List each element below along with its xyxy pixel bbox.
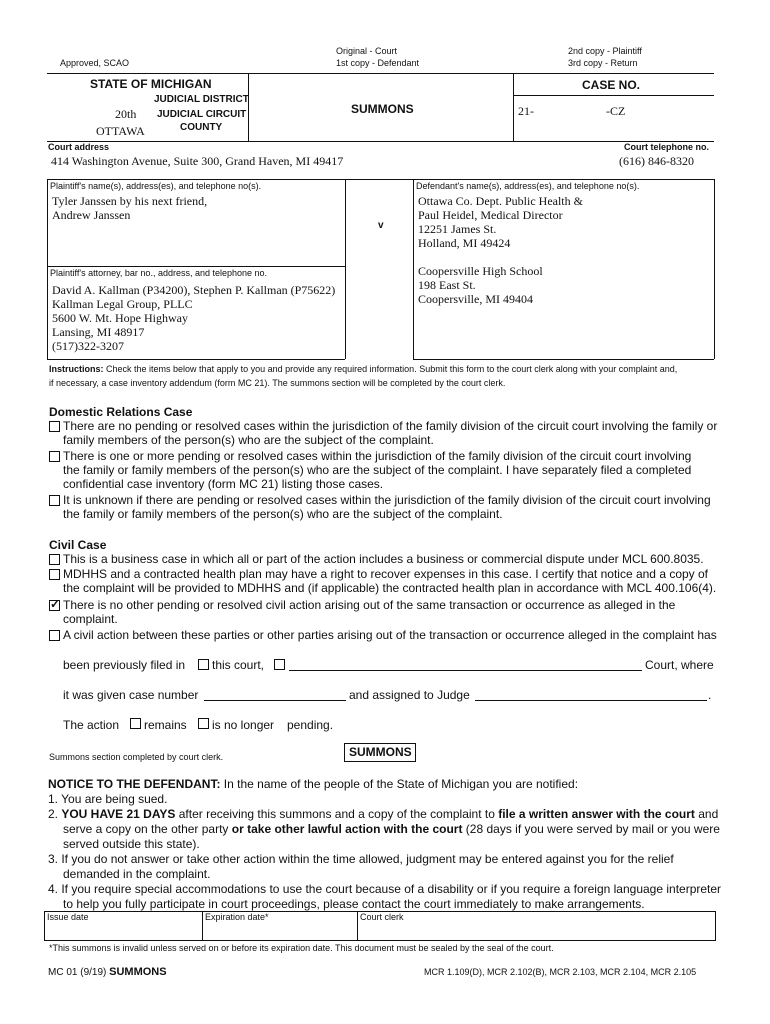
this-court-checkbox[interactable] bbox=[198, 659, 209, 670]
case-number-field[interactable] bbox=[204, 700, 346, 701]
footer-rules: MCR 1.109(D), MCR 2.102(B), MCR 2.103, MCR 2.104, MCR 2.105 bbox=[424, 967, 697, 977]
defendant-secondary: Coopersville High School 198 East St. Coopersville, MI 49404 bbox=[418, 264, 543, 306]
court-where-label: Court, where bbox=[645, 658, 714, 672]
summons-section-title: SUMMONS bbox=[349, 745, 412, 759]
case-no-label: CASE NO. bbox=[582, 78, 641, 92]
no-longer-label: is no longer bbox=[212, 718, 275, 732]
circuit-number: 20th bbox=[115, 107, 137, 121]
court-phone-label: Court telephone no. bbox=[624, 142, 709, 152]
copy-third: 3rd copy - Return bbox=[568, 58, 638, 68]
attorney-label: Plaintiff's attorney, bar no., address, and telephone no. bbox=[50, 268, 268, 278]
footnote: *This summons is invalid unless served on or before its expiration date. This document must be sealed by the seal of the court. bbox=[49, 943, 554, 953]
notice-item-2-line-3: served outside this state). bbox=[63, 837, 200, 851]
plaintiff-label: Plaintiff's name(s), address(es), and telephone no(s). bbox=[50, 181, 262, 191]
instructions-line-1: Instructions: Check the items below that apply to you and provide any required information. Submit this form to the court clerk along with your complaint and, bbox=[49, 364, 678, 374]
civil-item-1: This is a business case in which all or part of the action includes a business or commercial dispute under MCL 600.8035. bbox=[63, 552, 704, 566]
domestic-checkbox-2[interactable] bbox=[49, 451, 60, 462]
domestic-checkbox-1[interactable] bbox=[49, 421, 60, 432]
other-court-field[interactable] bbox=[289, 670, 642, 671]
judge-label: and assigned to Judge bbox=[349, 688, 470, 702]
form-title: SUMMONS bbox=[351, 102, 414, 116]
court-clerk-label: Court clerk bbox=[360, 912, 404, 922]
summons-clerk-note: Summons section completed by court clerk. bbox=[49, 752, 224, 762]
copy-original: Original - Court bbox=[336, 46, 398, 56]
civil-item-4: A civil action between these parties or other parties arising out of the transaction or occurrence alleged in the complaint has bbox=[63, 628, 717, 642]
notice-heading: NOTICE TO THE DEFENDANT: In the name of the people of the State of Michigan you are notified: bbox=[48, 777, 579, 791]
court-address: 414 Washington Avenue, Suite 300, Grand Haven, MI 49417 bbox=[51, 154, 344, 168]
attorney-info: David A. Kallman (P34200), Stephen P. Kallman (P75622) Kallman Legal Group, PLLC 5600 W. Mt. Hope Highway Lansing, MI 48917 (517)322-3207 bbox=[52, 283, 336, 353]
approved-label: Approved, SCAO bbox=[60, 58, 130, 68]
county-name: OTTAWA bbox=[96, 124, 145, 138]
court-address-label: Court address bbox=[48, 142, 110, 152]
judge-field[interactable] bbox=[475, 700, 707, 701]
civil-checkbox-3[interactable] bbox=[49, 600, 60, 611]
county-label: COUNTY bbox=[180, 122, 223, 133]
notice-item-3-line-2: demanded in the complaint. bbox=[63, 867, 211, 881]
judicial-district-label: JUDICIAL DISTRICT bbox=[154, 94, 249, 105]
civil-heading: Civil Case bbox=[49, 538, 107, 552]
instructions-line-2: if necessary, a case inventory addendum (form MC 21). The summons section will be completed by the court clerk. bbox=[49, 378, 506, 388]
state-label: STATE OF MICHIGAN bbox=[90, 77, 212, 91]
copy-second: 2nd copy - Plaintiff bbox=[568, 46, 642, 56]
pending-label: pending. bbox=[287, 718, 334, 732]
case-number-label: it was given case number bbox=[63, 688, 199, 702]
other-court-checkbox[interactable] bbox=[274, 659, 285, 670]
notice-item-4-line-2: to help you fully participate in court proceedings, please contact the court immediately to make arrangements. bbox=[63, 897, 645, 911]
notice-item-1: 1. You are being sued. bbox=[48, 792, 168, 806]
case-no-suffix: -CZ bbox=[606, 104, 626, 118]
filed-in-label: been previously filed in bbox=[63, 658, 186, 672]
domestic-item-3: It is unknown if there are pending or resolved cases within the jurisdiction of the family division of the circuit court involving the family or family members of the person(s) who are the subject of the complaint. bbox=[63, 493, 711, 521]
civil-item-2: MDHHS and a contracted health plan may have a right to recover expenses in this case. I certify that notice and a copy of the complaint will be provided to MDHHS and (if applicable) the contracted health plan in accordance with MCL 400.106(4). bbox=[63, 567, 717, 595]
issue-date-label: Issue date bbox=[47, 912, 89, 922]
notice-item-4-line-1: 4. If you require special accommodations to use the court because of a disability or if you require a foreign language interpreter bbox=[48, 882, 722, 896]
notice-item-2-line-2: serve a copy on the other party or take other lawful action with the court (28 days if you were served by mail or you were bbox=[63, 822, 720, 836]
notice-item-2-line-1: 2. YOU HAVE 21 DAYS after receiving this summons and a copy of the complaint to file a written answer with the court and bbox=[48, 807, 719, 821]
no-longer-checkbox[interactable] bbox=[198, 718, 209, 729]
domestic-checkbox-3[interactable] bbox=[49, 495, 60, 506]
plaintiff-name: Tyler Janssen by his next friend, Andrew Janssen bbox=[52, 194, 208, 222]
civil-checkbox-4[interactable] bbox=[49, 630, 60, 641]
domestic-heading: Domestic Relations Case bbox=[49, 405, 193, 419]
defendant-primary: Ottawa Co. Dept. Public Health & Paul Heidel, Medical Director 12251 James St. Holland, MI 49424 bbox=[418, 194, 583, 250]
copy-first: 1st copy - Defendant bbox=[336, 58, 420, 68]
versus-label: v bbox=[378, 220, 384, 231]
civil-item-3: There is no other pending or resolved civil action arising out of the same transaction or occurrence as alleged in the complaint. bbox=[63, 598, 676, 626]
domestic-item-2: There is one or more pending or resolved cases within the jurisdiction of the family division of the circuit court involving the family or family members of the person(s) who are the subject of the complaint. I have separately filed a completed confidential case inventory (form MC 21) listing those cases. bbox=[63, 449, 692, 491]
domestic-item-1: There are no pending or resolved cases within the jurisdiction of the family division of the circuit court involving the family or family members of the person(s) who are the subject of the complaint. bbox=[63, 419, 718, 447]
notice-item-3-line-1: 3. If you do not answer or take other action within the time allowed, judgment may be entered against you for the relief bbox=[48, 852, 674, 866]
case-no-prefix: 21- bbox=[518, 104, 534, 118]
expiration-date-label: Expiration date* bbox=[205, 912, 269, 922]
this-court-label: this court, bbox=[212, 658, 265, 672]
civil-checkbox-2[interactable] bbox=[49, 569, 60, 580]
action-label: The action bbox=[63, 718, 120, 732]
defendant-label: Defendant's name(s), address(es), and telephone no(s). bbox=[416, 181, 640, 191]
court-phone: (616) 846-8320 bbox=[619, 154, 694, 168]
remains-label: remains bbox=[144, 718, 187, 732]
civil-checkbox-1[interactable] bbox=[49, 554, 60, 565]
remains-checkbox[interactable] bbox=[130, 718, 141, 729]
footer-form-id: MC 01 (9/19) SUMMONS bbox=[48, 966, 167, 978]
judge-period: . bbox=[708, 688, 712, 702]
judicial-circuit-label: JUDICIAL CIRCUIT bbox=[157, 109, 247, 120]
